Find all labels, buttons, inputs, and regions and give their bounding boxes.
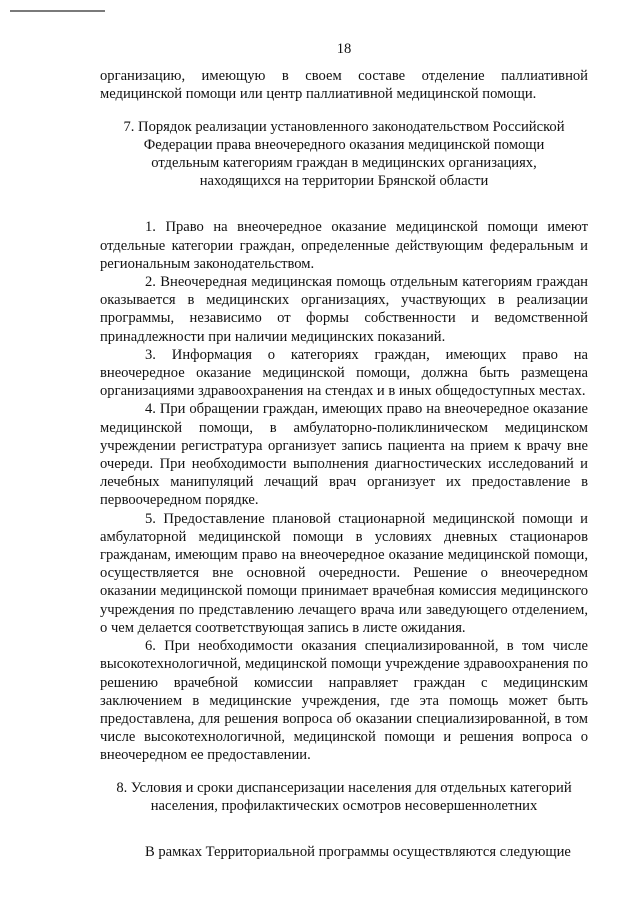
section-8-paragraph-1: В рамках Территориальной программы осуществляются следующие xyxy=(145,843,571,860)
section-7-paragraph-1: 1. Право на внеочередное оказание медицинской помощи имеют отдельные категории граждан, определенные действующим федеральным и региональным законодательством. xyxy=(100,219,588,272)
spacer xyxy=(100,204,588,218)
section-7-title-line: отдельным категориям граждан в медицинских организациях, xyxy=(151,155,537,172)
page-number: 18 xyxy=(336,41,352,57)
section-8-title-line: населения, профилактических осмотров несовершеннолетних xyxy=(150,797,538,814)
intro-paragraph: организацию, имеющую в своем составе отделение паллиативной медицинской помощи или центр паллиативной медицинской помощи. xyxy=(100,68,588,103)
section-7-heading xyxy=(100,118,588,191)
section-7-paragraph-3: 3. Информация о категориях граждан, имеющих право на внеочередное оказание медицинской помощи, должна быть размещена организациями здравоохранения на стендах и в иных общедоступных местах. xyxy=(100,346,588,400)
section-7-paragraph-6: 6. При необходимости оказания специализированной, в том числе высокотехнологичной, медицинской помощи учреждение здравоохранения по решению врачебной комиссии направляет граждан с медицинским заключением в медицинские учреждения, где эта помощь может быть предоставлена, для решения вопроса об оказании специализированной, в том числе высокотехнологичной, медицинской помощи и решения вопроса о внеочередном ее предоставлении. xyxy=(100,638,588,764)
section-7-paragraph-4: 4. При обращении граждан, имеющих право на внеочередное оказание медицинской помощи, в амбулаторно-поликлиническом медицинском учреждении регистратура организует запись пациента на прием к врачу вне очереди. При необходимости выполнения диагностических исследований и лечебных манипуляций лечащий врач организует их предоставление в первоочередном порядке. xyxy=(100,401,588,509)
section-8-heading xyxy=(100,779,588,815)
section-7-title-line: находящихся на территории Брянской области xyxy=(199,173,489,190)
section-7-title-line: 7. Порядок реализации установленного законодательством Российской xyxy=(123,118,565,135)
section-8-title-line: 8. Условия и сроки диспансеризации населения для отдельных категорий xyxy=(116,779,572,796)
document-body xyxy=(100,40,588,861)
section-7-paragraph-5: 5. Предоставление плановой стационарной медицинской помощи и амбулаторной медицинской помощи в условиях дневных стационаров гражданам, имеющим право на внеочередное оказание медицинской помощи, осуществляется вне основной очередности. Решение о внеочередном оказании медицинской помощи принимает врачебная комиссия медицинского учреждения по представлению лечащего врача или заведующего отделением, о чем делается соответствующая запись в листе ожидания. xyxy=(100,510,588,636)
section-7-title-line: Федерации права внеочередного оказания медицинской помощи xyxy=(143,136,545,153)
section-7-paragraph-2: 2. Внеочередная медицинская помощь отдельным категориям граждан оказывается в медицинских организациях, участвующих в реализации программы, независимо от формы собственности и ведомственной принадлежности при наличии медицинских показаний. xyxy=(100,274,588,345)
top-rule xyxy=(10,10,105,12)
spacer xyxy=(100,829,588,843)
